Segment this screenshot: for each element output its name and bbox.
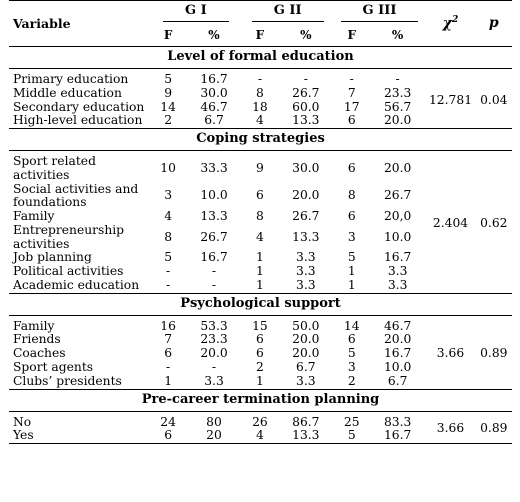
row-value: 9	[164, 85, 173, 100]
row-value: 7	[347, 85, 356, 100]
section-header-row	[9, 389, 512, 411]
p-value: 0.04	[476, 73, 512, 129]
row-value: 20.0	[370, 114, 426, 128]
chi-square-header: $\chi^2$	[425, 1, 475, 47]
chi-square-value: 2.404	[425, 155, 475, 293]
row-value: 6	[256, 346, 264, 361]
row-label: Primary education	[13, 72, 129, 86]
g2-f-header: F	[242, 25, 278, 47]
row-value: 3.3	[370, 279, 426, 293]
row-value: 8	[164, 229, 173, 244]
row-value: -	[395, 72, 400, 86]
g1-f-header: F	[150, 25, 186, 47]
row-value: 53.3	[200, 318, 228, 333]
row-value: 3.3	[278, 279, 334, 293]
row-value: 1	[256, 250, 264, 265]
row-value: -	[186, 279, 242, 293]
row-value: 20.0	[200, 346, 228, 361]
row-label: Middle education	[13, 85, 122, 100]
row-value: 16.7	[370, 429, 426, 443]
row-value: 86.7	[292, 414, 320, 429]
row-value: 1	[347, 264, 356, 279]
row-value: 3	[164, 188, 173, 203]
g2-pct-header: %	[278, 25, 334, 47]
row-value: 6.7	[296, 360, 316, 375]
row-value: 6	[347, 332, 356, 347]
row-label: Social activities and foundations	[13, 181, 139, 210]
group-3-header: G III	[334, 1, 426, 26]
p-value: 0.89	[476, 320, 512, 389]
row-value: 3.3	[186, 375, 242, 389]
row-value: 1	[242, 279, 278, 293]
row-value: 26.7	[383, 188, 412, 203]
row-value: 15	[252, 318, 268, 333]
row-value: 2	[256, 360, 264, 375]
row-value: 17	[343, 99, 360, 114]
row-value: 6.7	[186, 114, 242, 128]
row-value: 13.3	[278, 114, 334, 128]
row-label: Sport agents	[13, 360, 94, 375]
row-value: 20.0	[383, 160, 412, 175]
section-title: Coping strategies	[9, 129, 512, 151]
row-value: 20	[186, 429, 242, 443]
row-value: 4	[242, 429, 278, 443]
row-value: 6	[347, 209, 356, 224]
row-label: Job planning	[13, 250, 92, 265]
row-value: 6	[256, 332, 264, 347]
row-value: 13.3	[200, 209, 228, 224]
row-value: -	[257, 72, 262, 86]
row-value: 20.0	[292, 346, 320, 361]
row-value: -	[349, 72, 354, 86]
row-value: 56.7	[383, 99, 412, 114]
row-value: 10.0	[383, 229, 412, 244]
row-value: 1	[242, 375, 278, 389]
row-value: 16.7	[200, 72, 228, 86]
row-value: 14	[343, 318, 360, 333]
row-value: 30.0	[200, 85, 228, 100]
row-label: No	[13, 414, 32, 429]
row-value: -	[211, 360, 217, 375]
row-value: 4	[164, 209, 173, 224]
row-label: Yes	[9, 429, 150, 443]
row-value: 1	[150, 375, 186, 389]
row-value: 10	[160, 160, 176, 175]
row-label: Clubs’ presidents	[9, 375, 150, 389]
row-value: 10.0	[383, 360, 412, 375]
row-label: Friends	[13, 332, 61, 347]
row-value: 2	[150, 114, 186, 128]
row-value: 3.3	[296, 264, 316, 279]
row-value: 23.3	[200, 332, 228, 347]
g3-pct-header: %	[370, 25, 426, 47]
row-value: 6	[256, 188, 264, 203]
row-value: 8	[256, 85, 264, 100]
p-value: 0.89	[476, 416, 512, 444]
results-table	[9, 0, 512, 444]
row-value: 5	[164, 250, 173, 265]
row-value: 80	[206, 414, 222, 429]
header-row-groups	[9, 1, 512, 26]
section-title: Level of formal education	[9, 47, 512, 69]
row-label: Academic education	[9, 279, 150, 293]
row-value: 6	[347, 160, 356, 175]
row-value: 16	[160, 318, 176, 333]
row-value: 13.3	[292, 229, 320, 244]
row-value: 6	[164, 346, 173, 361]
row-value: 20.0	[292, 332, 320, 347]
row-value: 1	[256, 264, 264, 279]
group-2-header: G II	[242, 1, 334, 26]
row-value: 3.3	[296, 250, 316, 265]
section-header-row	[9, 293, 512, 315]
row-value: 3.3	[278, 375, 334, 389]
row-value: 20,0	[383, 209, 412, 224]
row-value: 4	[242, 114, 278, 128]
row-value: -	[166, 360, 171, 375]
row-value: 26.7	[200, 229, 228, 244]
row-value: 5	[334, 429, 370, 443]
row-value: 9	[256, 160, 264, 175]
row-value: 26	[252, 414, 268, 429]
row-value: 50.0	[292, 318, 320, 333]
p-value: 0.62	[476, 155, 512, 293]
row-value: 8	[256, 209, 264, 224]
row-value: 10.0	[200, 188, 228, 203]
row-label: Coaches	[13, 346, 66, 361]
row-value: 83.3	[383, 414, 412, 429]
table-row	[9, 416, 512, 430]
row-value: 25	[343, 414, 360, 429]
row-value: 13.3	[278, 429, 334, 443]
row-value: 6	[150, 429, 186, 443]
variable-header: Variable	[9, 1, 150, 47]
row-value: 26.7	[292, 209, 320, 224]
row-value: 6.7	[370, 375, 426, 389]
row-value: 46.7	[383, 318, 412, 333]
p-value-header: p	[476, 1, 512, 47]
row-value: 3	[347, 360, 356, 375]
row-value: 46.7	[200, 99, 228, 114]
row-label: High-level education	[9, 114, 150, 128]
row-value: 14	[160, 99, 176, 114]
row-value: 16.7	[383, 346, 412, 361]
row-value: -	[166, 264, 171, 279]
row-value: 5	[164, 72, 173, 86]
row-value: 4	[256, 229, 264, 244]
row-label: Family	[13, 318, 55, 333]
row-label: Entrepreneurship activities	[13, 222, 125, 251]
row-value: 24	[160, 414, 176, 429]
group-1-header: G I	[150, 1, 242, 26]
row-value: 23.3	[383, 85, 412, 100]
row-value: 3.3	[387, 264, 408, 279]
row-value: 33.3	[200, 160, 228, 175]
row-value: 20.0	[292, 188, 320, 203]
row-label: Political activities	[13, 264, 124, 279]
table-row	[9, 155, 512, 183]
row-value: 18	[252, 99, 268, 114]
section-title: Pre-career termination planning	[9, 389, 512, 411]
section-header-row	[9, 129, 512, 151]
row-value: 16.7	[200, 250, 228, 265]
chi-square-value: 3.66	[425, 416, 475, 444]
row-value: 60.0	[292, 99, 320, 114]
row-value: 26.7	[292, 85, 320, 100]
row-value: 30.0	[292, 160, 320, 175]
row-value: -	[303, 72, 308, 86]
row-label: Secondary education	[13, 99, 145, 114]
row-value: 7	[164, 332, 173, 347]
g1-pct-header: %	[186, 25, 242, 47]
row-value: -	[211, 264, 217, 279]
table-row	[9, 73, 512, 87]
row-value: 2	[334, 375, 370, 389]
chi-square-value: 12.781	[425, 73, 475, 129]
row-label: Sport related activities	[13, 154, 96, 182]
row-value: 5	[347, 346, 356, 361]
row-value: -	[150, 279, 186, 293]
chi-square-value: 3.66	[425, 320, 475, 389]
table-row	[9, 320, 512, 334]
section-title: Psychological support	[9, 293, 512, 315]
row-value: 16.7	[383, 250, 412, 265]
row-label: Family	[13, 209, 55, 224]
section-header-row	[9, 47, 512, 69]
row-value: 5	[347, 250, 356, 265]
row-value: 8	[347, 188, 356, 203]
row-value: 6	[334, 114, 370, 128]
row-value: 3	[347, 229, 356, 244]
row-value: 20.0	[383, 332, 412, 347]
g3-f-header: F	[334, 25, 370, 47]
row-value: 1	[334, 279, 370, 293]
